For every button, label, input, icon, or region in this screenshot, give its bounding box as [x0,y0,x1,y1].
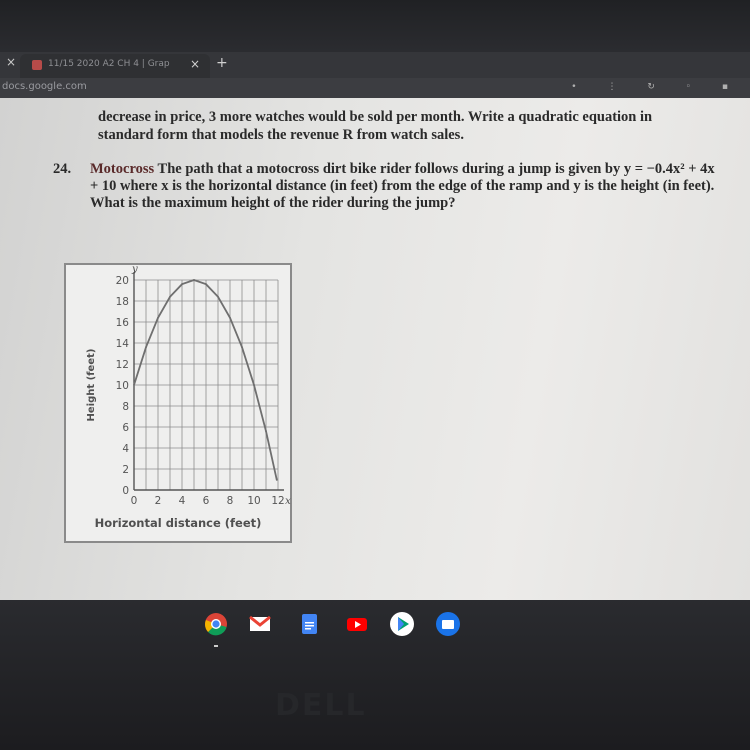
x-tick-label: 12 [271,495,285,507]
data-point [181,283,183,285]
y-tick-label: 20 [115,275,129,287]
question-keyword: Motocross [90,161,155,177]
tab-title: 11/15 2020 A2 CH 4 | Grap [48,59,170,69]
data-point [205,283,207,285]
x-tick-label: 4 [178,495,186,507]
data-point [169,296,171,298]
y-tick-label: 10 [115,380,129,392]
x-tick-label: 2 [154,495,162,507]
tab-favicon-icon [32,60,42,70]
y-tick-label: 4 [122,443,129,455]
chrome-icon[interactable] [204,612,228,636]
y-tick-label: 16 [115,317,129,329]
x-tick-label: 10 [247,495,261,507]
series-line [134,280,277,480]
new-tab-button[interactable]: + [216,55,228,71]
data-point [253,384,255,386]
data-point [265,430,267,432]
y-tick-label: 2 [122,464,129,476]
question-number: 24. [53,161,72,177]
window-close-icon[interactable]: × [6,55,17,69]
data-point [241,346,243,348]
y-axis-symbol: y [132,264,138,275]
y-tick-label: 8 [122,401,129,413]
parabola-chart [66,265,290,541]
files-icon[interactable] [436,612,460,636]
address-bar[interactable] [0,78,750,98]
graph-figure [64,263,292,543]
data-point [276,479,278,481]
x-axis-symbol: x [285,495,291,507]
taskbar [0,600,750,750]
screen-bezel-top [0,0,750,52]
y-tick-label: 18 [115,296,129,308]
document-page [0,98,750,600]
browser-tab[interactable] [20,54,210,78]
x-axis-label: Horizontal distance (feet) [94,516,262,530]
y-tick-label: 14 [115,338,129,350]
data-point [217,296,219,298]
y-tick-label: 12 [115,359,129,371]
question-text: The path that a motocross dirt bike rider follows during a jump is given by y = −0.4x² + 4x + 10 where x is the horizontal distance (in feet) from the edge of the ramp and y is the height (in feet). What is the maximum height of the rider during the jump? [90,161,715,211]
y-axis-label: Height (feet) [86,348,97,422]
previous-question-text: decrease in price, 3 more watches would be sold per month. Write a quadratic equation in standard form that models the revenue R from watch sales. [98,109,653,143]
data-point [229,317,231,319]
data-point [193,279,195,281]
question-body [90,161,715,212]
x-tick-label: 6 [202,495,210,507]
x-tick-label: 0 [130,495,138,507]
y-tick-label: 0 [122,485,129,497]
y-tick-label: 6 [122,422,129,434]
youtube-icon[interactable] [345,612,369,636]
data-point [133,384,135,386]
tab-close-icon[interactable]: × [189,57,200,71]
docs-icon[interactable] [297,612,321,636]
dell-logo: DELL [275,688,367,723]
play-store-icon[interactable] [390,612,414,636]
data-point [145,346,147,348]
url-text[interactable]: docs.google.com [2,81,87,92]
gmail-icon[interactable] [248,612,272,636]
x-tick-label: 8 [226,495,234,507]
active-app-indicator [214,645,218,647]
data-point [157,317,159,319]
toolbar-icons[interactable]: • ⋮ ↻ ◦ ▪ [571,82,742,92]
